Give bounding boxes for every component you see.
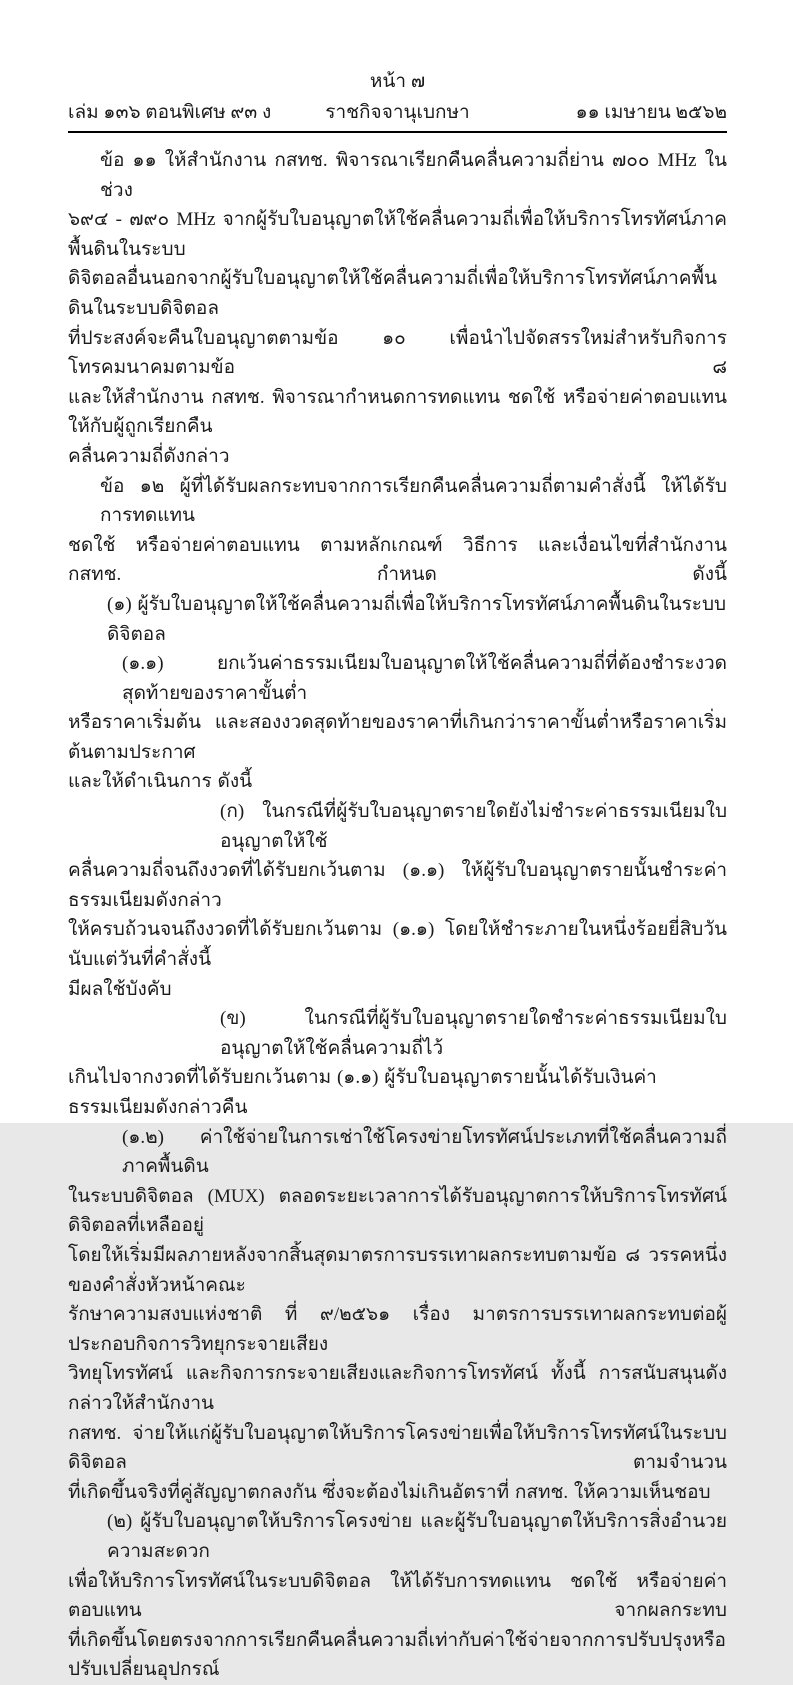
text-line: (๑.๑) ยกเว้นค่าธรรมเนียมใบอนุญาตให้ใช้คลื่นความถี่ที่ต้องชำระงวดสุดท้ายของราคาขั้นต่ำ: [122, 653, 727, 704]
text-line: เพื่อให้บริการโทรทัศน์ในระบบดิจิตอล ให้ได้รับการทดแทน ชดใช้ หรือจ่ายค่าตอบแทน จากผลกระทบ: [68, 1570, 727, 1622]
text-line: ให้ครบถ้วนจนถึงงวดที่ได้รับยกเว้นตาม (๑.๑) โดยให้ชำระภายในหนึ่งร้อยยี่สิบวันนับแต่วันที่คำสั่งนี้: [68, 919, 727, 971]
text-line: โดยให้เริ่มมีผลภายหลังจากสิ้นสุดมาตรการบรรเทาผลกระทบตามข้อ ๘ วรรคหนึ่ง ของคำสั่งหัวหน้าคณะ: [68, 1244, 727, 1296]
text-line: (๒) ผู้รับใบอนุญาตให้บริการโครงข่าย และผู้รับใบอนุญาตให้บริการสิ่งอำนวยความสะดวก: [107, 1511, 727, 1562]
text-line: (๑) ผู้รับใบอนุญาตให้ใช้คลื่นความถี่เพื่อให้บริการโทรทัศน์ภาคพื้นดินในระบบดิจิตอล: [107, 593, 727, 645]
text-line: ที่เกิดขึ้นโดยตรงจากการเรียกคืนคลื่นความถี่เท่ากับค่าใช้จ่ายจากการปรับปรุงหรือปรับเปลี่ยนอุปกรณ์: [68, 1629, 726, 1681]
issue-date: ๑๑ เมษายน ๒๕๖๒: [575, 102, 728, 123]
header-rule: [68, 131, 727, 133]
text-line: มีผลใช้บังคับ: [68, 978, 172, 1000]
text-line: ชดใช้ หรือจ่ายค่าตอบแทน ตามหลักเกณฑ์ วิธีการ และเงื่อนไขที่สำนักงาน กสทช. กำหนด ดังนี้: [68, 534, 727, 586]
text-line: เกินไปจากงวดที่ได้รับยกเว้นตาม (๑.๑) ผู้รับใบอนุญาตรายนั้นได้รับเงินค่าธรรมเนียมดังกล่าวคืน: [68, 1067, 657, 1118]
text-line: คลื่นความถี่จนถึงงวดที่ได้รับยกเว้นตาม (๑.๑) ให้ผู้รับใบอนุญาตรายนั้นชำระค่าธรรมเนียมดังกล่าว: [68, 860, 727, 911]
page-number-label: หน้า ๗: [369, 71, 426, 92]
text-line: ในระบบดิจิตอล (MUX) ตลอดระยะเวลาการได้รับอนุญาตการให้บริการโทรทัศน์ดิจิตอลที่เหลืออยู่: [68, 1185, 727, 1237]
text-line: ที่เกิดขึ้นจริงที่คู่สัญญาตกลงกัน ซึ่งจะต้องไม่เกินอัตราที่ กสทช. ให้ความเห็นชอบ: [68, 1481, 711, 1503]
text-line: คลื่นความถี่ดังกล่าว: [68, 445, 230, 467]
text-line: รักษาความสงบแห่งชาติ ที่ ๙/๒๕๖๑ เรื่อง มาตรการบรรเทาผลกระทบต่อผู้ประกอบกิจการวิทยุกระจายเสียง: [68, 1304, 727, 1355]
text-line: หรือราคาเริ่มต้น และสองงวดสุดท้ายของราคาที่เกินกว่าราคาขั้นต่ำหรือราคาเริ่มต้นตามประกาศ: [68, 712, 727, 763]
text-line: และให้ดำเนินการ ดังนี้: [68, 771, 253, 793]
text-line: ดิจิตอลอื่นนอกจากผู้รับใบอนุญาตให้ใช้คลื่นความถี่เพื่อให้บริการโทรทัศน์ภาคพื้นดินในระบบดิจิตอล: [68, 268, 717, 319]
text-line: ที่ประสงค์จะคืนใบอนุญาตตามข้อ ๑๐ เพื่อนำไปจัดสรรใหม่สำหรับกิจการโทรคมนาคมตามข้อ ๘: [68, 327, 727, 379]
text-line: กสทช. จ่ายให้แก่ผู้รับใบอนุญาตให้บริการโครงข่ายเพื่อให้บริการโทรทัศน์ในระบบดิจิตอล ตามจำนวน: [68, 1422, 727, 1474]
text-line: ข้อ ๑๒ ผู้ที่ได้รับผลกระทบจากการเรียกคืนคลื่นความถี่ตามคำสั่งนี้ ให้ได้รับการทดแทน: [100, 475, 727, 527]
header-row: [68, 101, 727, 125]
document-body: [0, 146, 727, 1685]
text-line: (๑.๒) ค่าใช้จ่ายในการเช่าใช้โครงข่ายโทรทัศน์ประเภทที่ใช้คลื่นความถี่ภาคพื้นดิน: [122, 1126, 727, 1178]
text-line: ข้อ ๑๑ ให้สำนักงาน กสทช. พิจารณาเรียกคืนคลื่นความถี่ย่าน ๗๐๐ MHz ในช่วง: [100, 150, 727, 201]
text-line: และให้สำนักงาน กสทช. พิจารณากำหนดการทดแทน ชดใช้ หรือจ่ายค่าตอบแทนให้กับผู้ถูกเรียกคืน: [68, 386, 727, 438]
page-header: [0, 0, 793, 133]
volume-issue-label: เล่ม ๑๓๖ ตอนพิเศษ ๙๓ ง: [68, 102, 272, 123]
gazette-title: ราชกิจจานุเบกษา: [325, 102, 470, 123]
text-line: ๖๙๔ - ๗๙๐ MHz จากผู้รับใบอนุญาตให้ใช้คลื่นความถี่เพื่อให้บริการโทรทัศน์ภาคพื้นดินในระบบ: [68, 209, 727, 260]
text-line: (ก) ในกรณีที่ผู้รับใบอนุญาตรายใดยังไม่ชำระค่าธรรมเนียมใบอนุญาตให้ใช้: [220, 801, 727, 852]
text-line: วิทยุโทรทัศน์ และกิจการกระจายเสียงและกิจการโทรทัศน์ ทั้งนี้ การสนับสนุนดังกล่าวให้สำนักงาน: [68, 1363, 727, 1414]
text-line: (ข) ในกรณีที่ผู้รับใบอนุญาตรายใดชำระค่าธรรมเนียมใบอนุญาตให้ใช้คลื่นความถี่ไว้: [220, 1008, 727, 1059]
